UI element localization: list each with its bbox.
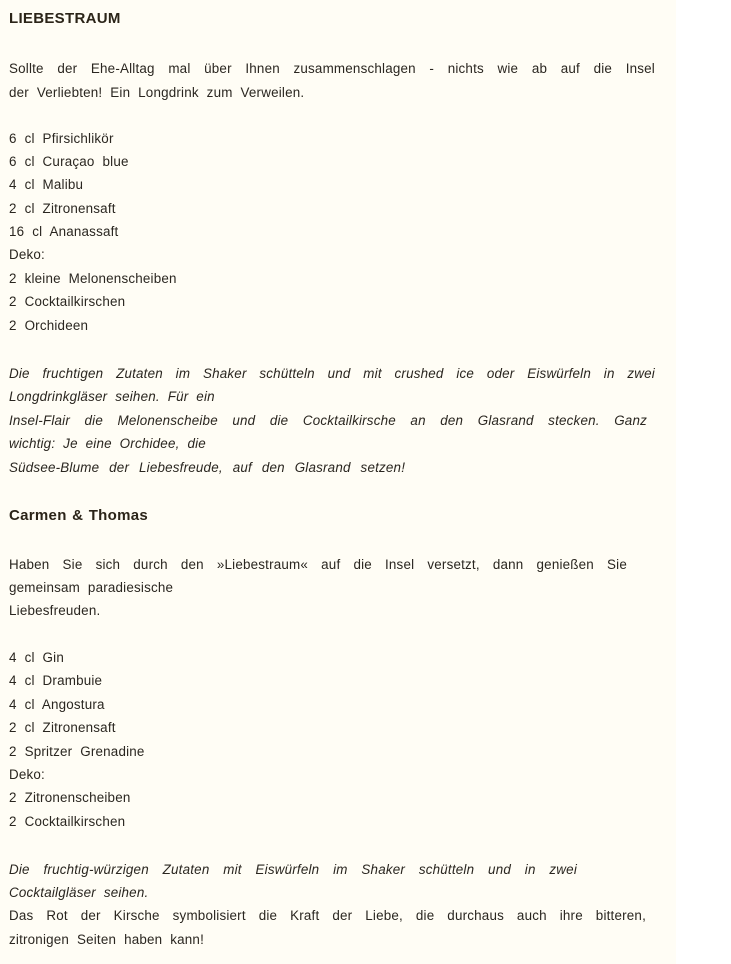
instruction-line: Insel-Flair die Melonenscheibe und die Cocktailkirsche an den Glasrand stecken. Ganz xyxy=(9,413,647,428)
recipe-title: LIEBESTRAUM xyxy=(9,10,121,27)
ingredient-item: 2 kleine Melonenscheiben xyxy=(9,271,177,286)
ingredient-item: 6 cl Pfirsichlikör xyxy=(9,131,114,146)
recipe-intro-line: Liebesfreuden. xyxy=(9,603,101,618)
ingredient-item: 4 cl Drambuie xyxy=(9,673,103,688)
ingredient-item: 4 cl Malibu xyxy=(9,177,84,192)
deko-label: Deko: xyxy=(9,247,45,262)
ingredient-item: 2 cl Zitronensaft xyxy=(9,720,116,735)
recipe-intro-line: Haben Sie sich durch den »Liebestraum« auf die Insel versetzt, dann genießen Sie xyxy=(9,557,627,572)
instruction-line: Südsee-Blume der Liebesfreude, auf den Glasrand setzen! xyxy=(9,460,406,475)
instruction-line: Longdrinkgläser seihen. Für ein xyxy=(9,389,215,404)
deko-label: Deko: xyxy=(9,767,45,782)
recipe-intro-line: der Verliebten! Ein Longdrink zum Verweilen. xyxy=(9,85,305,100)
ingredient-item: 2 Orchideen xyxy=(9,318,89,333)
ingredient-item: 16 cl Ananassaft xyxy=(9,224,119,239)
recipe-title: Carmen & Thomas xyxy=(9,507,149,524)
instruction-line: Cocktailgläser seihen. xyxy=(9,885,149,900)
ingredient-item: 2 cl Zitronensaft xyxy=(9,201,116,216)
instruction-line: Die fruchtigen Zutaten im Shaker schütteln und mit crushed ice oder Eiswürfeln in zwei xyxy=(9,366,655,381)
ingredient-item: 4 cl Gin xyxy=(9,650,64,665)
closing-line: Das Rot der Kirsche symbolisiert die Kraft der Liebe, die durchaus auch ihre bitteren, xyxy=(9,908,646,923)
ingredient-item: 6 cl Curaçao blue xyxy=(9,154,129,169)
ingredient-item: 2 Cocktailkirschen xyxy=(9,814,126,829)
recipe-intro-line: Sollte der Ehe-Alltag mal über Ihnen zusammenschlagen - nichts wie ab auf die Insel xyxy=(9,61,655,76)
instruction-line: wichtig: Je eine Orchidee, die xyxy=(9,436,206,451)
ingredient-item: 2 Spritzer Grenadine xyxy=(9,744,145,759)
ingredient-item: 2 Zitronenscheiben xyxy=(9,790,131,805)
closing-line: zitronigen Seiten haben kann! xyxy=(9,932,204,947)
ingredient-item: 2 Cocktailkirschen xyxy=(9,294,126,309)
instruction-line: Die fruchtig-würzigen Zutaten mit Eiswürfeln im Shaker schütteln und in zwei xyxy=(9,862,577,877)
recipe-intro-line: gemeinsam paradiesische xyxy=(9,580,174,595)
ingredient-item: 4 cl Angostura xyxy=(9,697,105,712)
